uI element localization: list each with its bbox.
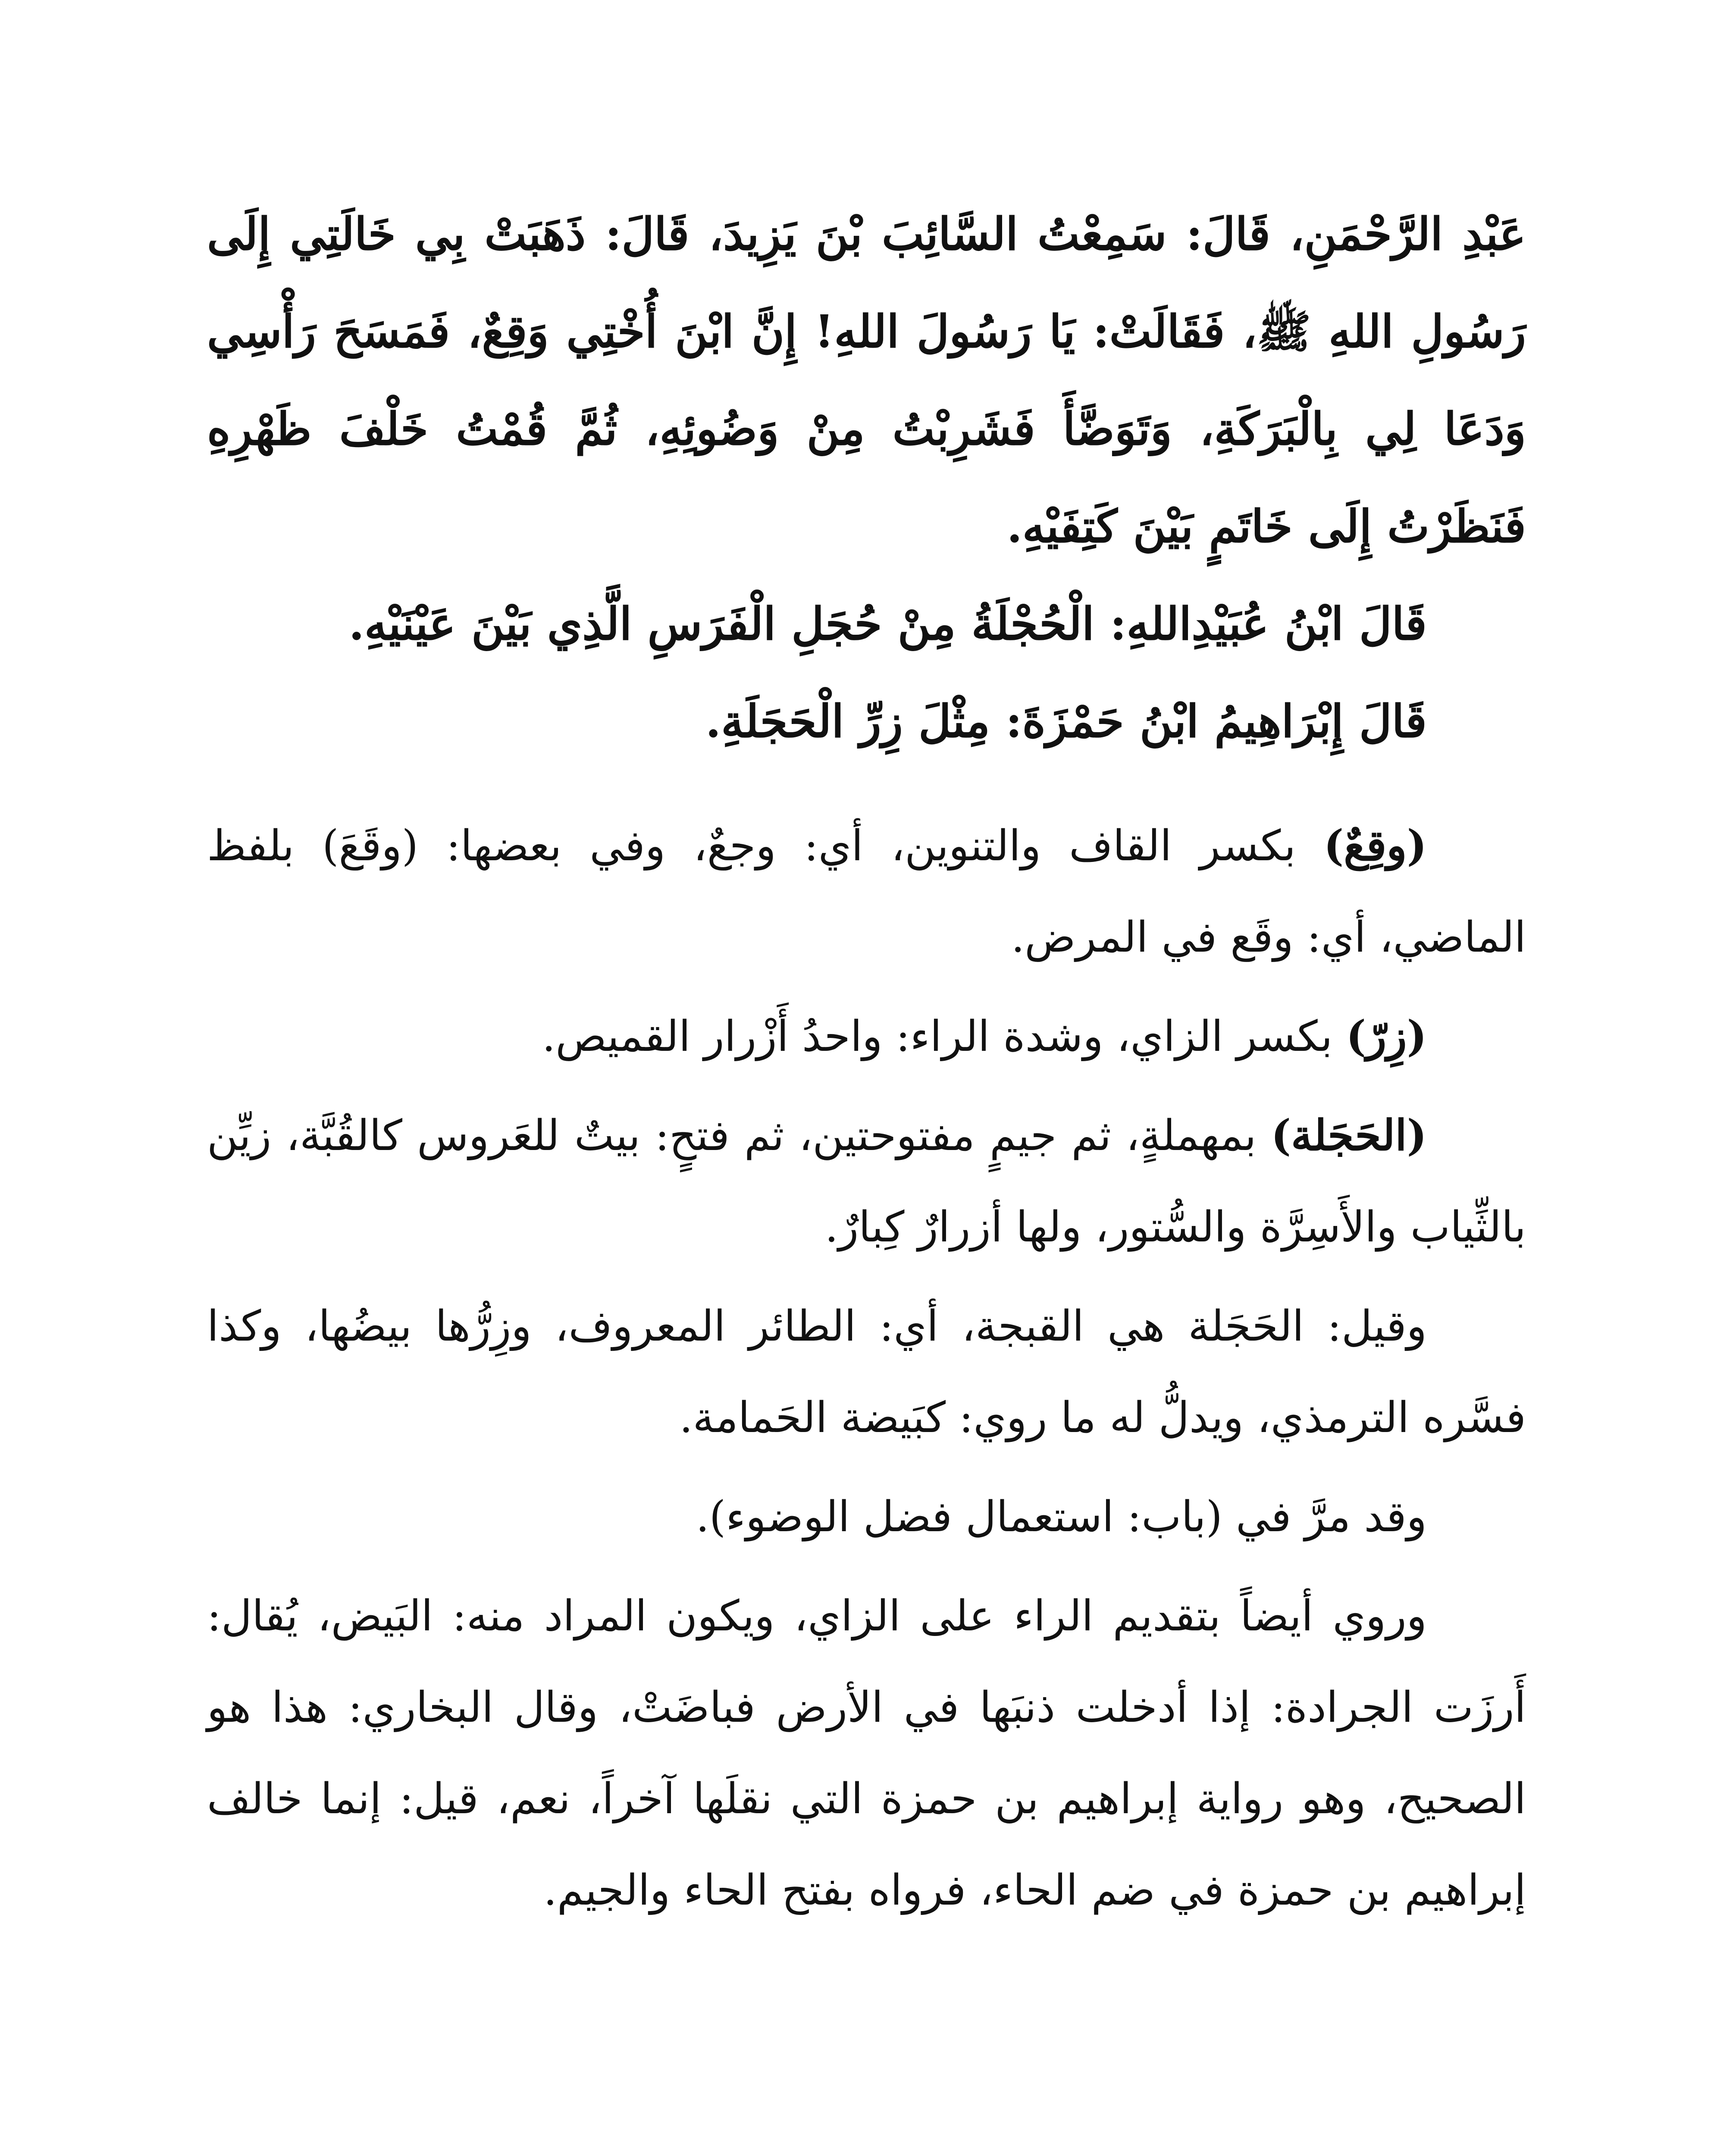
commentary-paragraph: [207, 1471, 1526, 1563]
commentary-text: بكسر الزاي، وشدة الراء: واحدُ أَزْرار القميص.: [542, 1012, 1346, 1061]
commentary-text: وقيل: الحَجَلة هي القبجة، أي: الطائر المعروف، وزِرُّها بيضُها، وكذا فسَّره الترمذي، ويدلُّ له ما روي: كبَيضة الحَمامة.: [207, 1302, 1526, 1442]
commentary-term: (زِرّ): [1346, 1012, 1427, 1061]
commentary-paragraph: [207, 1570, 1526, 1936]
commentary-term: (الحَجَلة): [1271, 1111, 1427, 1160]
commentary-paragraph: [207, 1281, 1526, 1463]
hadith-text: عَبْدِ الرَّحْمَنِ، قَالَ: سَمِعْتُ السَّائِبَ بْنَ يَزِيدَ، قَالَ: ذَهَبَتْ بِي خَالَتِي إِلَى رَسُولِ اللهِ ﷺ، فَقَالَتْ: يَا رَسُولَ اللهِ! إِنَّ ابْنَ أُخْتِي وَقِعٌ، فَمَسَحَ رَأْسِي وَدَعَا لِي بِالْبَرَكَةِ، وَتَوَضَّأَ فَشَرِبْتُ مِنْ وَضُوئِهِ، ثُمَّ قُمْتُ خَلْفَ ظَهْرِهِ فَنَظَرْتُ إِلَى خَاتَمٍ بَيْنَ كَتِفَيْهِ.: [207, 207, 1526, 553]
commentary-text: وقد مرَّ في (باب: استعمال فضل الوضوء).: [696, 1492, 1427, 1542]
hadith-note-ibrahim-ibn-hamza: قَالَ إِبْرَاهِيمُ ابْنُ حَمْزَةَ: مِثْلَ زِرِّ الْحَجَلَةِ.: [705, 695, 1427, 748]
commentary-paragraph: [207, 991, 1526, 1082]
section-gap: [207, 770, 1526, 800]
commentary-text: بمهملةٍ، ثم جيمٍ مفتوحتين، ثم فتحٍ: بيتٌ للعَروس كالقُبَّة، زيِّن بالثِّياب والأَسِرَّة والسُّتور، ولها أزرارٌ كِبارٌ.: [207, 1111, 1526, 1252]
page-content: [207, 185, 1526, 1944]
commentary-paragraph: [207, 800, 1526, 983]
commentary-term: (وقِعٌ): [1323, 821, 1427, 871]
commentary-paragraph: [207, 1090, 1526, 1273]
commentary-text: وروي أيضاً بتقديم الراء على الزاي، ويكون المراد منه: البَيض، يُقال: أَرزَت الجرادة: إذا أدخلت ذنبَها في الأرض فباضَتْ، وقال البخاري: هذا هو الصحيح، وهو رواية إبراهيم بن حمزة التي نقلَها آخراً، نعم، قيل: إنما خالف إبراهيم بن حمزة في ضم الحاء، فرواه بفتح الحاء والجيم.: [207, 1592, 1526, 1915]
commentary-text: بكسر القاف والتنوين، أي: وجعٌ، وفي بعضها: (وقَعَ) بلفظ الماضي، أي: وقَع في المرض.: [207, 821, 1526, 962]
hadith-note-ibn-ubaidillah: قَالَ ابْنُ عُبَيْدِاللهِ: الْحُجْلَةُ مِنْ حُجَلِ الْفَرَسِ الَّذِي بَيْنَ عَيْنَيْهِ.: [348, 597, 1427, 650]
